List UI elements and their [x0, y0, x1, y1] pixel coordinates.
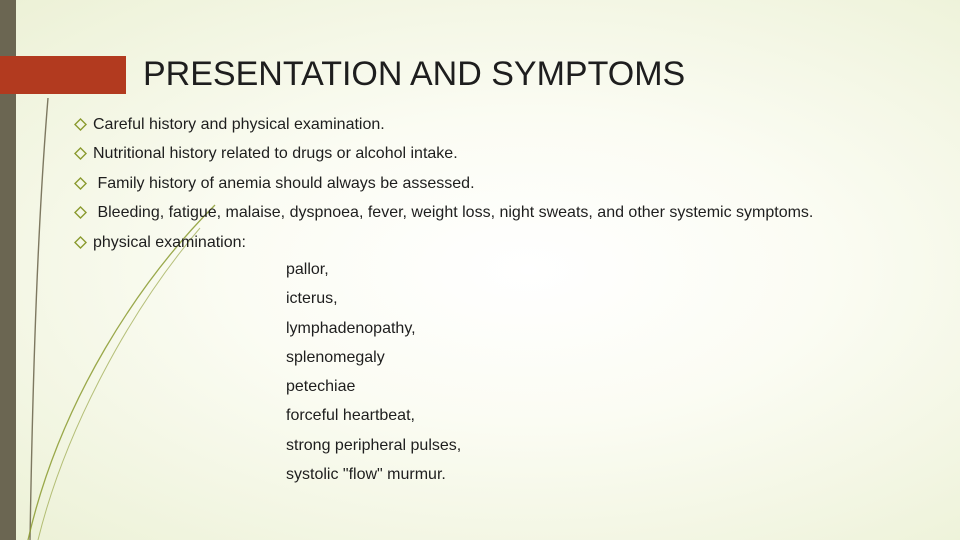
- bullet-item: [74, 110, 813, 139]
- diamond-bullet-icon: [74, 236, 87, 249]
- bullet-text: physical examination:: [93, 233, 246, 251]
- bullet-text: Nutritional history related to drugs or alcohol intake.: [93, 145, 458, 163]
- bullet-item: [74, 198, 813, 227]
- finding-item: lymphadenopathy,: [286, 319, 416, 337]
- diamond-bullet-icon: [74, 147, 87, 160]
- bullet-text: Bleeding, fatigue, malaise, dyspnoea, fever, weight loss, night sweats, and other systemic symptoms.: [93, 204, 814, 222]
- title-accent-tab: [0, 56, 126, 94]
- finding-item: strong peripheral pulses,: [286, 436, 462, 454]
- finding-item: pallor,: [286, 261, 329, 278]
- slide-title: PRESENTATION AND SYMPTOMS: [143, 55, 686, 93]
- exam-findings-list: [286, 255, 461, 489]
- bullet-text: Family history of anemia should always be assessed.: [93, 174, 475, 192]
- bullet-text: Careful history and physical examination.: [93, 116, 385, 133]
- finding-item: icterus,: [286, 290, 338, 308]
- finding-item: splenomegaly: [286, 348, 385, 366]
- bullet-list: [74, 110, 813, 257]
- bullet-item: [74, 139, 813, 168]
- finding-item: forceful heartbeat,: [286, 407, 415, 425]
- bullet-item: [74, 169, 813, 198]
- diamond-bullet-icon: [74, 177, 87, 190]
- finding-item: petechiae: [286, 378, 356, 396]
- diamond-bullet-icon: [74, 118, 87, 131]
- bullet-item: [74, 228, 813, 257]
- finding-item: systolic "flow" murmur.: [286, 466, 446, 484]
- diamond-bullet-icon: [74, 206, 87, 219]
